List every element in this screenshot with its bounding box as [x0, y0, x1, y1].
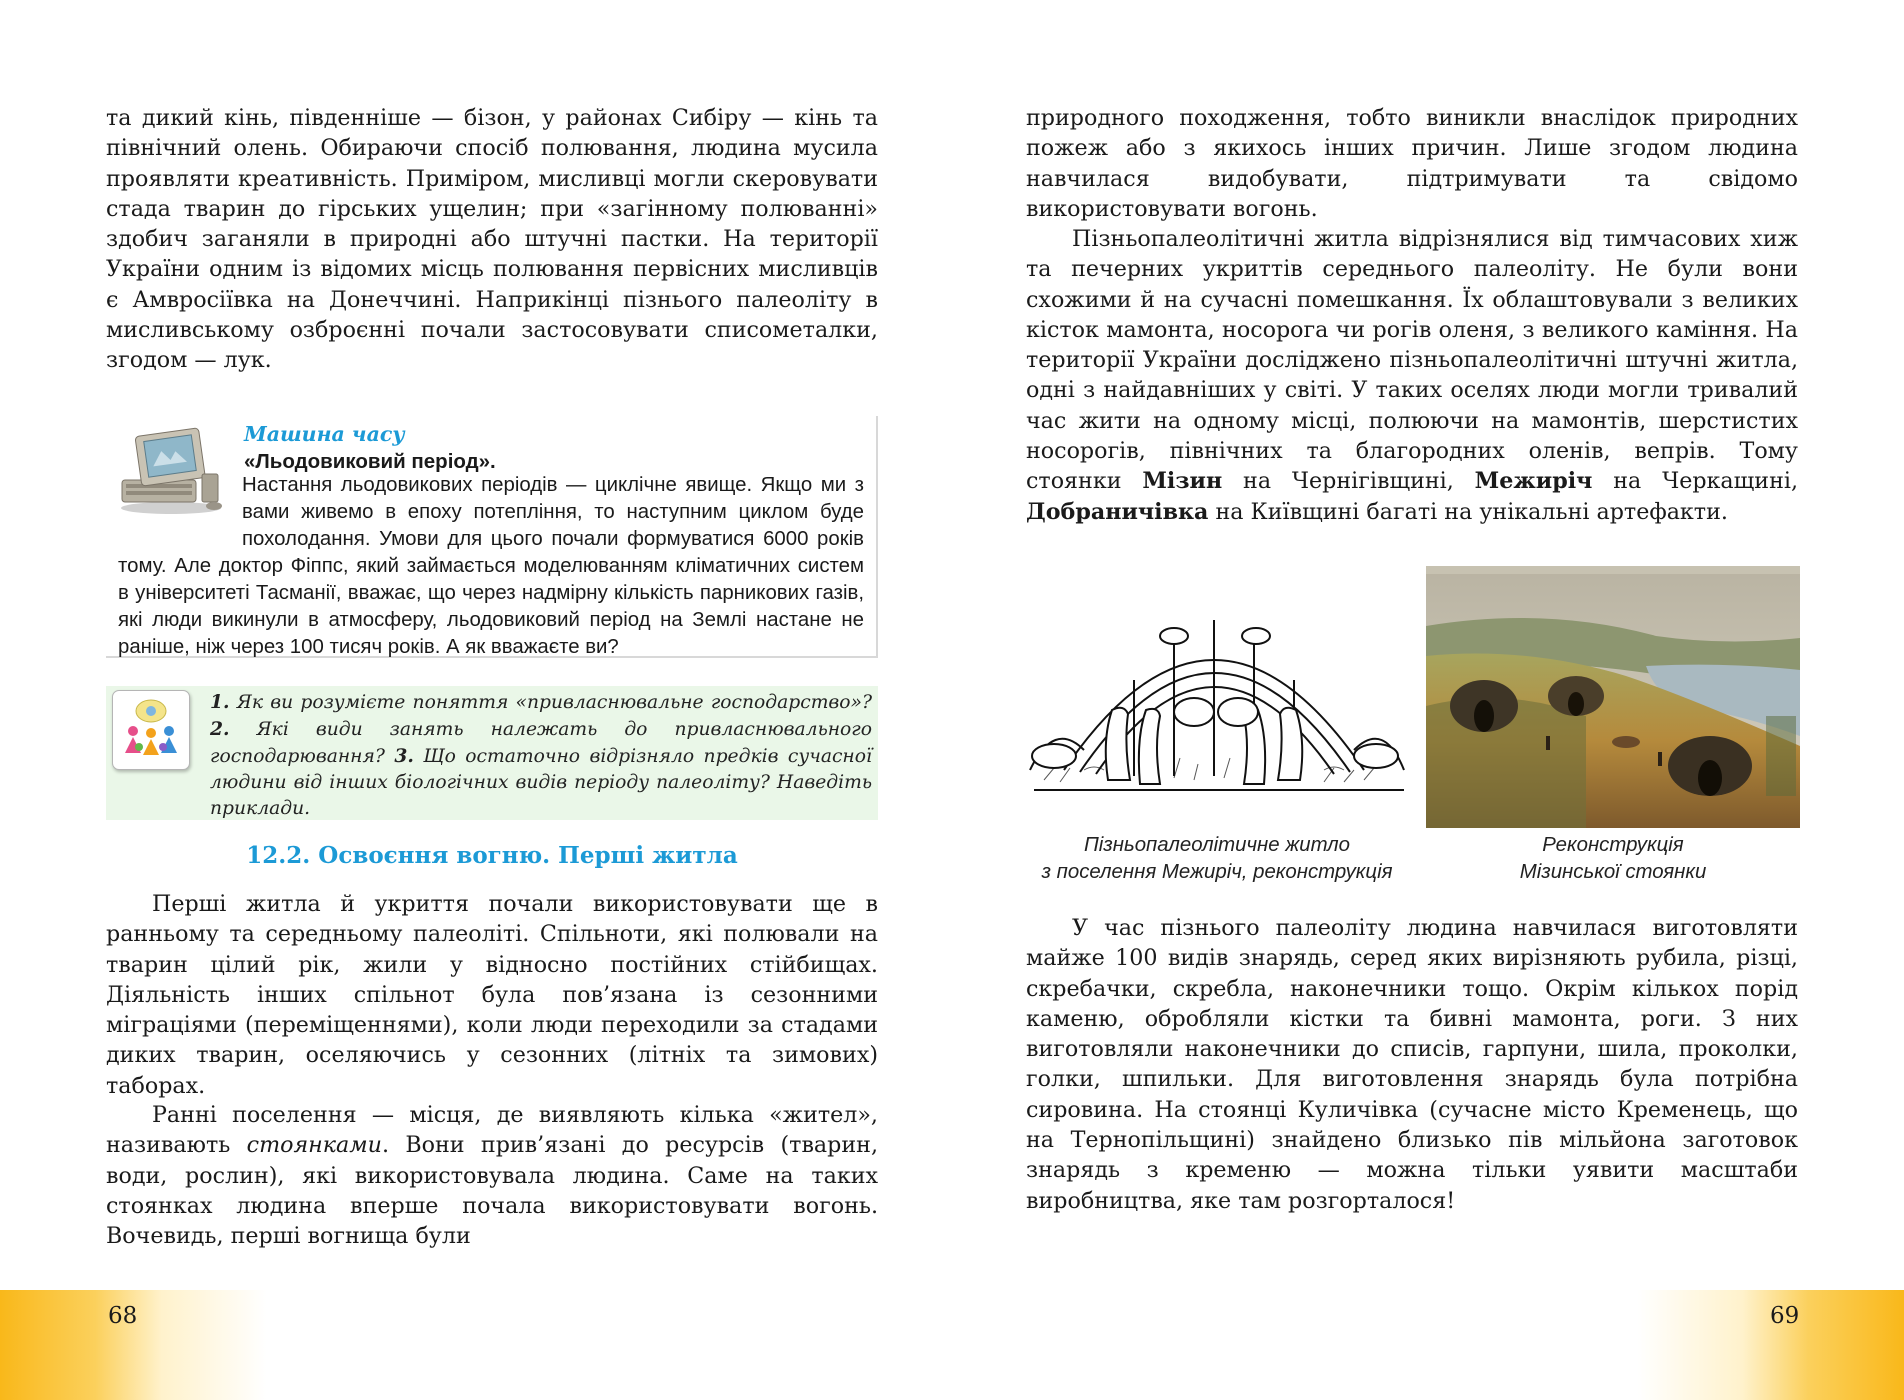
tools-paragraph: У час пізнього палеоліту людина навчилася виготовляти майже 100 видів знарядь, серед яких вирізняють рубила, різці, скребачки, скребла, наконечники тощо. Окрім кількох порід каменю, обробляли кістки та бивні мамонта, роги. З них виготовляли наконечники до списів, гарпуни, шила, проколки, голки, шпильки. Для виготовлення знарядь була потрібна сировина. На стоянці Куличівка (сучасне місто Кременець, що на Тернопільщині) знайдено близько пів мільйона заготовок знарядь з кременю — можна тільки уявити масштаби виробництва, яке там розгорталося! [1026, 915, 1798, 1214]
time-machine-box [106, 416, 878, 658]
time-machine-text: Настання льодовикових періодів — циклічне явище. Якщо ми з вами живемо в епоху потепління, то наступним циклом буде похолодання. Умови для цього почали формуватися 6000 років тому. Але доктор Фіппс, який займається моделюванням кліматичних систем в університеті Тасманії, вважає, що через надмірну кількість парникових газів, які люди викинули в атмосферу, льодовиковий період на Землі настане не раніше, ніж через 100 тисяч років. А як вважаєте ви? [118, 474, 864, 658]
footer-band-right [952, 1290, 1904, 1400]
mizyn-settlement-painting [1426, 566, 1800, 828]
settlements-paragraph: Ранні поселення — місця, де виявляють кілька «жител», називають стоянками. Вони прив’язані до ресурсів (тварин, води, рослин), які використовувала людина. Саме на таких стоянках людина вперше почала використовувати вогонь. Вочевидь, перші вогнища були [106, 1102, 878, 1250]
intro-paragraph: та дикий кінь, південніше — бізон, у районах Сибіру — кінь та північний олень. Обираючи спосіб полювання, людина мусила проявляти креативність. Приміром, мисливці могли скеровувати стада тварин до гірських ущелин; при «загінному полюванні» здобич заганяли в природні або штучні пастки. На території України одним із відомих місць полювання первісних мисливців є Амвросіївка на Донеччині. Наприкінці пізнього палеоліту в мисливському озброєнні почали застосовувати списометалки, згодом — лук. [106, 105, 878, 374]
time-machine-subtitle: «Льодовиковий період». [244, 450, 496, 473]
mammoth-bone-dwelling-drawing [1024, 580, 1408, 808]
late-paleolithic-paragraph: Пізньопалеолітичні житла відрізнялися від тимчасових хиж та печерних укриттів середнього палеоліту. Не були вони схожими й на сучасні помешкання. Їх облаштовували з великих кісток мамонта, носорога чи рогів оленя, з великого каміння. На території України досліджено пізньопалеолітичні штучні житла, одні з найдавніших у світі. У таких оселях люди могли тривалий час жити на одному місці, полюючи на мамонтів, шерстистих носорогів, північних та благородних оленів, вепрів. Тому стоянки Мізин на Чернігівщині, Межиріч на Черкащині, Добраничівка на Київщині багаті на унікальні артефакти. [1026, 226, 1799, 525]
right-page [952, 0, 1904, 1400]
questions-text: 1. Як ви розумієте поняття «привласнювальне господарство»? 2. Які види занять належать до привласнювального господарювання? 3. Що остаточно відрізняло предків сучасної людини від інших біологічних видів періоду палеоліту? Наведіть приклади. [210, 691, 872, 819]
group-discussion-icon [112, 690, 190, 770]
footer-band-left [0, 1290, 952, 1400]
figure-2-caption: Реконструкція Мізинської стоянки [1519, 834, 1707, 883]
dwellings-paragraph: Перші житла й укриття почали використовувати ще в ранньому та середньому палеоліті. Спільноти, які полювали на тварин цілий рік, жили у відносно постійних стійбищах. Діяльність інших спільнот була пов’язана із сезонними міграціями (переміщеннями), коли люди переходили за стадами диких тварин, оселяючись у сезонних (літніх та зимових) таборах. [106, 891, 878, 1099]
time-machine-heading: Машина часу [244, 422, 405, 446]
page-number-right-overlay: 69 [1770, 1303, 1800, 1329]
page-number-left-overlay: 68 [108, 1303, 138, 1329]
figure-1-caption: Пізньопалеолітичне житло з поселення Межиріч, реконструкція [1041, 834, 1393, 883]
fire-paragraph: природного походження, тобто виникли внаслідок природних пожеж або з якихось інших причин. Лише згодом людина навчилася видобувати, підтримувати та свідомо використовувати вогонь. [1026, 105, 1798, 222]
questions-box [106, 686, 878, 820]
section-heading: 12.2. Освоєння вогню. Перші житла [246, 842, 738, 869]
